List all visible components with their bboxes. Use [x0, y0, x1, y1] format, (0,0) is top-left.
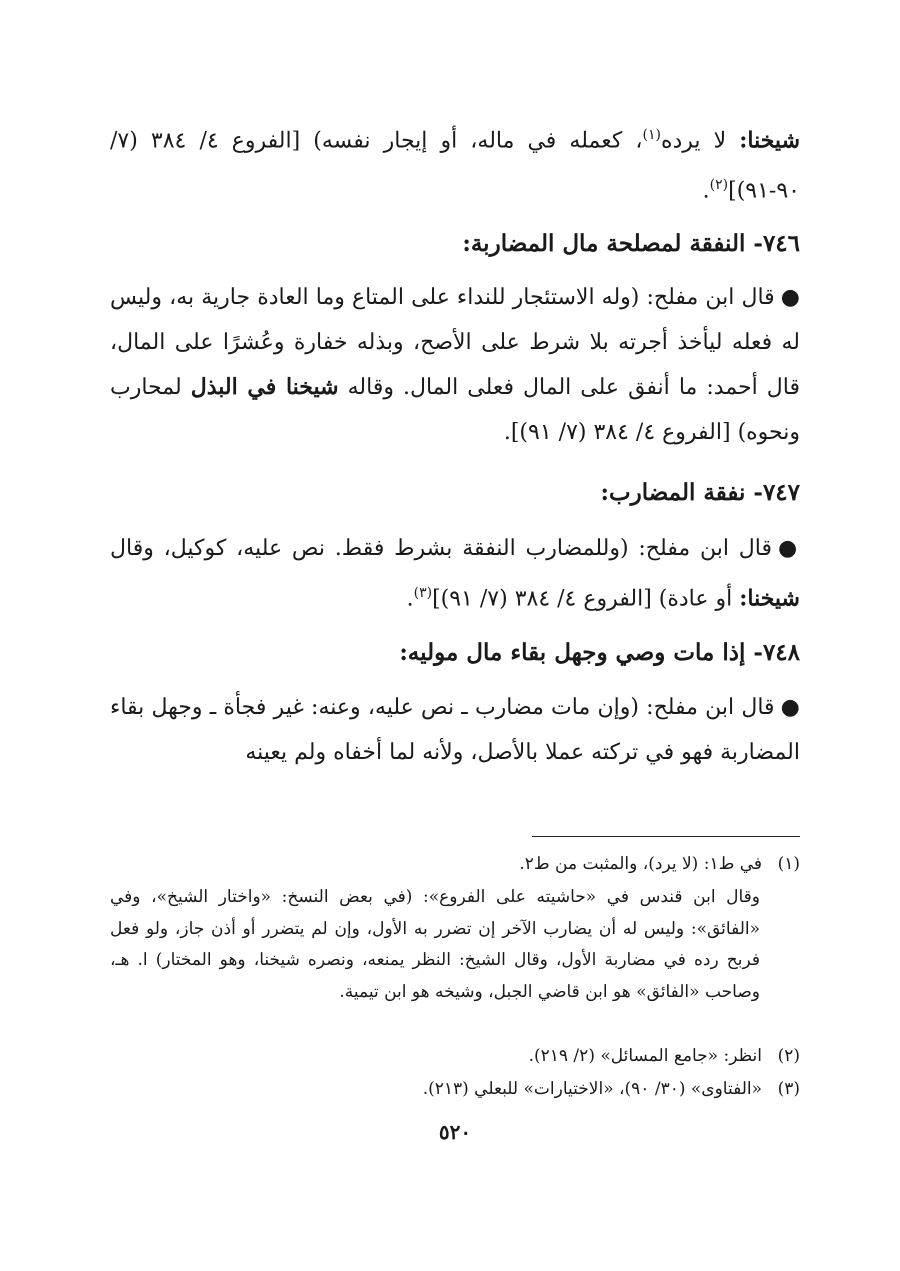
footnote-text: انظر: «جامع المسائل» (٢/ ٢١٩).: [528, 1046, 762, 1066]
footnote-ref-1[interactable]: (١): [642, 127, 661, 143]
intro-paragraph: [110, 113, 800, 214]
sheikh-label: شيخنا في البذل: [190, 374, 339, 400]
footnote-separator: [532, 836, 800, 837]
intro-text-a: لا يرده: [660, 128, 740, 154]
section-747-paragraph: [110, 526, 800, 621]
section-747-text-a: قال ابن مفلح: (وللمضارب النفقة بشرط فقط. نص عليه، كوكيل، وقال: [110, 536, 772, 561]
footnote-text: «الفتاوى» (٣٠/ ٩٠)، «الاختيارات» للبعلي (٢١٣).: [422, 1079, 762, 1099]
footnote-ref-2[interactable]: (٢): [709, 177, 729, 194]
bullet-icon: ●: [777, 536, 801, 561]
footnote-ref-3[interactable]: (٣): [413, 585, 433, 601]
footnote-3: [110, 1074, 800, 1105]
intro-text-b: ، كعمله في ماله، أو إيجار نفسه) [الفروع ٤/ ٣٨٤ (٧/ ٩٠-٩١)]: [110, 128, 800, 204]
bullet-icon: ●: [780, 695, 800, 720]
section-747-text-b: أو عادة) [الفروع ٤/ ٣٨٤ (٧/ ٩١)]: [432, 586, 740, 612]
section-746-text-b: لمحارب ونحوه) [الفروع ٤/ ٣٨٤ (٧/ ٩١)].: [110, 375, 800, 445]
section-746-text-a: قال ابن مفلح: (وله الاستئجار للنداء على المتاع وما العادة جارية به، وليس له فعله ليأخذ أجرته بلا شرط على الأصح، وبذله خفارة وعُشرًا على المال، قال أحمد: ما أنفق على المال فعلى المال. وقاله: [110, 285, 800, 400]
footnote-number: (٢): [777, 1046, 800, 1066]
bullet-icon: ●: [780, 285, 800, 310]
book-page: [110, 0, 800, 1271]
footnote-number: (١): [777, 854, 800, 874]
footnote-text: في ط١: (لا يرد)، والمثبت من ط٢.: [519, 854, 762, 874]
section-748-paragraph: [110, 685, 800, 775]
footnote-number: (٣): [777, 1079, 800, 1099]
footnote-1: [110, 849, 800, 880]
section-747-end: .: [406, 586, 414, 612]
page-number: ٥٢٠: [438, 1120, 472, 1144]
footnote-1-continuation: وقال ابن قندس في «حاشيته على الفروع»: (في بعض النسخ: «واختار الشيخ»، وفي «الفائق»: وليس له أن يضارب الآخر إن تضرر به الأول، وإن لم يتضرر أو أذن جاز، ولو فعل فربح رده في مضاربة الأول، وقال الشيخ: النظر يمنعه، ونصره شيخنا، وهو المختار) ا. هـ، وصاحب «الفائق» هو ابن قاضي الجبل، وشيخه هو ابن تيمية.: [110, 887, 760, 1002]
sheikh-label: شيخنا:: [739, 585, 800, 612]
footnote-2: [110, 1041, 800, 1072]
section-748-text: قال ابن مفلح: (وإن مات مضارب ـ نص عليه، وعنه: غير فجأة ـ وجهل بقاء المضاربة فهو في تركته عملا بالأصل، ولأنه لما أخفاه ولم يعينه: [110, 695, 800, 765]
section-heading-746: ٧٤٦- النفقة لمصلحة مال المضاربة:: [462, 230, 800, 257]
section-heading-747: ٧٤٧- نفقة المضارب:: [600, 479, 800, 506]
intro-end: .: [702, 178, 710, 204]
section-heading-748: ٧٤٨- إذا مات وصي وجهل بقاء مال موليه:: [399, 639, 800, 666]
sheikh-label: شيخنا:: [739, 127, 801, 154]
section-746-paragraph: [110, 275, 800, 455]
